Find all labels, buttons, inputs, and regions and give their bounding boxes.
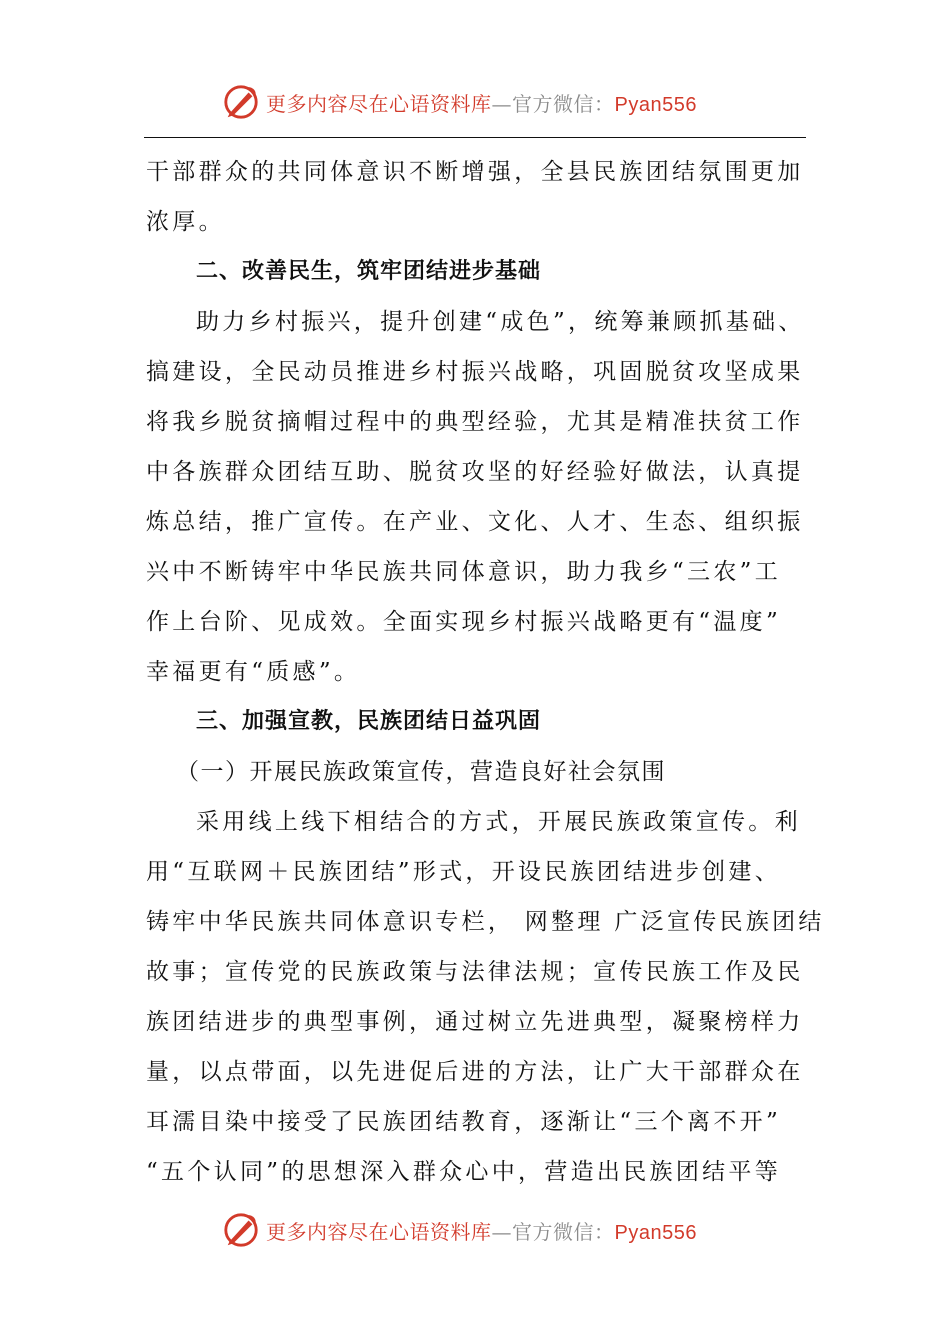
- pen-logo-icon: [222, 1211, 260, 1249]
- paragraph-line: 浓厚。: [146, 209, 225, 235]
- header-divider: [144, 137, 806, 138]
- paragraph-line: 兴中不断铸牢中华民族共同体意识，助力我乡“三农”工: [146, 559, 782, 585]
- section-heading: 三、加强宣教，民族团结日益巩固: [196, 709, 542, 734]
- paragraph-line: 幸福更有“质感”。: [146, 659, 361, 685]
- banner-wechat-label: —官方微信：: [491, 1219, 615, 1244]
- document-body: [146, 147, 825, 1197]
- paragraph-line: 中各族群众团结互助、脱贫攻坚的好经验好做法，认真提: [146, 459, 804, 485]
- paragraph-line: 搞建设，全民动员推进乡村振兴战略，巩固脱贫攻坚成果: [146, 359, 804, 385]
- paragraph-line: 炼总结，推广宣传。在产业、文化、人才、生态、组织振: [146, 509, 804, 535]
- paragraph-line: 铸牢中华民族共同体意识专栏， 网整理 广泛宣传民族团结: [146, 909, 825, 935]
- banner-site-name: 更多内容尽在心语资料库: [266, 91, 492, 116]
- banner-text: [266, 88, 697, 117]
- section-heading: 二、改善民生，筑牢团结进步基础: [196, 259, 542, 284]
- pen-logo-icon: [222, 83, 260, 121]
- paragraph-line: 量，以点带面，以先进促后进的方法，让广大干部群众在: [146, 1059, 804, 1085]
- paragraph-line: 故事；宣传党的民族政策与法律法规；宣传民族工作及民: [146, 959, 804, 985]
- banner-wechat-id: Pyan556: [614, 93, 697, 116]
- paragraph-line: 采用线上线下相结合的方式，开展民族政策宣传。利: [196, 809, 801, 835]
- paragraph-line: 助力乡村振兴，提升创建“成色”，统筹兼顾抓基础、: [196, 309, 805, 335]
- header-banner: [222, 82, 742, 122]
- paragraph-line: “五个认同”的思想深入群众心中，营造出民族团结平等: [146, 1159, 782, 1185]
- subsection-heading: （一）开展民族政策宣传，营造良好社会氛围: [176, 759, 666, 785]
- banner-text: [266, 1216, 697, 1245]
- paragraph-line: 作上台阶、见成效。全面实现乡村振兴战略更有“温度”: [146, 609, 782, 635]
- paragraph-line: 用“互联网＋民族团结”形式，开设民族团结进步创建、: [146, 859, 782, 885]
- banner-wechat-label: —官方微信：: [491, 91, 615, 116]
- banner-site-name: 更多内容尽在心语资料库: [266, 1219, 492, 1244]
- paragraph-line: 干部群众的共同体意识不断增强，全县民族团结氛围更加: [146, 159, 804, 185]
- paragraph-line: 耳濡目染中接受了民族团结教育，逐渐让“三个离不开”: [146, 1109, 782, 1135]
- banner-wechat-id: Pyan556: [614, 1221, 697, 1244]
- paragraph-line: 族团结进步的典型事例，通过树立先进典型，凝聚榜样力: [146, 1009, 804, 1035]
- footer-banner: [222, 1210, 742, 1250]
- paragraph-line: 将我乡脱贫摘帽过程中的典型经验，尤其是精准扶贫工作: [146, 409, 804, 435]
